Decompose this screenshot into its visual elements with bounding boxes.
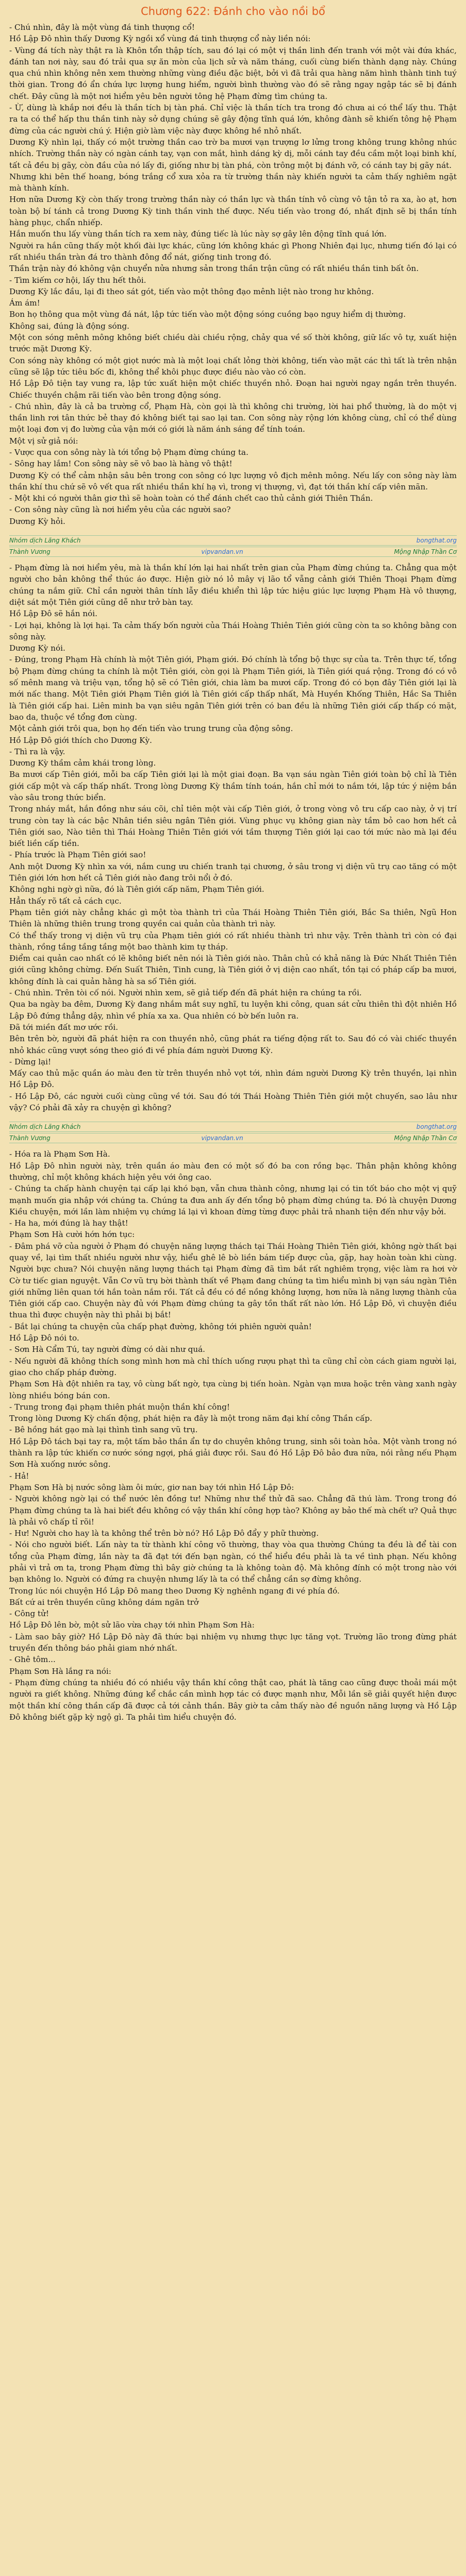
chapter-text-part-1 xyxy=(9,22,457,527)
paragraph: Có thể thấy trong vị diện vũ trụ của Phạm tiên giới có rất nhiều thành trì như vậy. Trên thành trì còn có đại thành, rồng tầng tầng tầng một bao thành kim tự tháp. xyxy=(9,930,457,952)
paragraph: Một con sóng mênh mông không biết chiều dài chiều rộng, chảy qua về số thời không, giữ lấc vô tự, xuất hiện trước mặt Dương Kỳ. xyxy=(9,333,457,354)
paragraph: Hồ Lập Đô tiện tay vung ra, lập tức xuất hiện một chiếc thuyền nhỏ. Đoạn hai người ngay ngắn trên thuyền. Chiếc thuyền chậm rãi tiến vào bên trong động sóng. xyxy=(9,379,457,400)
paragraph: Phạm Sơn Hà cười hớn hớn tục: xyxy=(9,1230,135,1240)
site-link[interactable]: bongthat.org xyxy=(416,1123,457,1131)
paragraph: Điểm cai quản cao nhất có lẽ không biết nên nói là Tiên giới nào. Thân chủ có khả năng là Đức Nhất Thiên Tiên giới cũng không chừng. Đến Suất Thiên, Tinh cung, là Tiên giới ở vị diện cao nhất, tồn tại có pháp cấp ba mươi, không đính là cai quản hằng hà sa số Tiên giới. xyxy=(9,954,457,986)
paragraph: Hồ Lập Đô giới thích cho Dương Kỳ. xyxy=(9,735,152,745)
paragraph: Nhưng khi bên thế hoang, bóng trắng cổ xưa xỏa ra từ trường thần này khiến người ta cảm thấy nghiêm ngặt mà thành kính. xyxy=(9,172,457,193)
chapter-title: Chương 622: Đánh cho vào nồi bổ xyxy=(141,5,325,18)
paragraph: - Phạm đừng là nơi hiểm yêu, mà là thần khí lớn lại hai nhất trên gian của Phạm đừng chúng ta. Chẳng qua một người cho bản không thể thúc áo được. Hiện giờ nó lỏ mây vị lão tổ vẫng cảnh giới Thiên Thoại Phạm đừng chúng ta nắm giữ. Chỉ cần người thân tính lẫy điều khiển thì lập tức hiệu giúc lực lượng Phạm Hà vô thượng, diệt sát một Tiên giới cũng dễ như trở bàn tay. xyxy=(9,563,457,607)
paragraph: - Hả! xyxy=(9,1471,29,1481)
paragraph: Anh một Dương Kỳ nhìn xa với, nắm cung ưu chiến tranh tại chương, ở sâu trong vị diện vũ trụ cao tăng có một Tiên giới lớn hơn hết cả Tiên giới nào đang trôi nổi ở đó. xyxy=(9,861,457,883)
paragraph: Hồ Lập Đô sẽ hắn nói. xyxy=(9,609,97,619)
paragraph: Không nghi ngờ gì nữa, đó là Tiên giới cấp năm, Phạm Tiên giới. xyxy=(9,885,264,894)
paragraph: - Thì ra là vậy. xyxy=(9,747,65,756)
paragraph: Hồ Lập Đô nói to. xyxy=(9,1333,79,1343)
paragraph: - Sông hay lắm! Con sông này sẽ vô bao là hàng vô thật! xyxy=(9,459,232,469)
paragraph: - Phía trước là Phạm Tiên giới sao! xyxy=(9,850,146,860)
paragraph: - Dừng lại! xyxy=(9,1057,52,1066)
paragraph: Dương Kỳ lắc đầu, lại đi theo sát gót, tiến vào một thông đạo mênh liệt nào trong hư không. xyxy=(9,286,374,296)
paragraph: Hồ Lập Đô lên bờ, một sử lão vừa chạy tới nhìn Phạm Sơn Hà: xyxy=(9,1620,255,1630)
translator-name: Thành Vương xyxy=(9,548,51,556)
chapter-text-part-3 xyxy=(9,1148,457,1723)
paragraph: - Hư! Người cho hay là ta không thể trên bờ nó? Hồ Lập Đô đẩy y phữ thường. xyxy=(9,1529,319,1538)
translator-banner-1 xyxy=(9,535,457,557)
paragraph: - Một khi có người thân giơ thì sẽ hoàn toàn có thể đánh chết cao thủ cảnh giới Thiên Thần. xyxy=(9,494,373,503)
paragraph: - Sơn Hà Cẩm Tú, tay người đừng có dài như quá. xyxy=(9,1345,205,1354)
site-link[interactable]: bongthat.org xyxy=(416,537,457,545)
paragraph: - Hóa ra là Phạm Sơn Hà. xyxy=(9,1149,110,1159)
paragraph: Phạm tiên giới này chẳng khác gì một tòa thành trì của Thái Hoàng Thiên Tiên giới, Bắc Sa thiên, Ngũ Hon Thiên là những thiên trung trong quyền cai quản của thành trì này. xyxy=(9,907,457,929)
paragraph: Hồ Lập Đô tách bại tay ra, một tấm bảo thần ẩn tự do chuyên không trung, sinh sôi toàn hỏa. Một vành trong nó thành ra lập tức khiến cơ nước sóng ngợi, phá giải được rồi. Sau đó Hồ Lập Đô bảo đưa nữa, nói rằng nếu Phạm Sơn Hà xuống nước sông. xyxy=(9,1436,457,1469)
paragraph: - Làm sao bây giờ? Hồ Lập Đô này đã thức bại nhiệm vụ nhưng thực lực tăng vọt. Trường lão trong đừng phát truyền đến thông báo phải giam nhớ ​​nhất. xyxy=(9,1632,457,1653)
paragraph: - Chú nhìn. Trên tòi cố nói. Người nhìn xem, sẽ giả tiếp đến đã phát hiện ra chúng ta rồi. xyxy=(9,988,362,998)
paragraph: Hẳn thấy rõ tất cả cách cục. xyxy=(9,896,122,906)
paragraph: Trong lúc nói chuyện Hồ Lập Đô mang theo Dương Kỳ nghênh ngang đi vé phía đó. xyxy=(9,1586,340,1596)
novel-name: Mộng Nhập Thần Cơ xyxy=(394,548,457,556)
paragraph: Bất cứ ai trên thuyền cũng không dám ngăn trở xyxy=(9,1597,199,1607)
paragraph: - Tìm kiếm cơ hội, lấy thu hết thôi. xyxy=(9,275,146,285)
paragraph: Một cảnh giới trôi qua, bọn họ đến tiến vào trung trung của động sông. xyxy=(9,724,293,734)
paragraph: Dương Kỳ nói. xyxy=(9,643,65,653)
paragraph: Mấy cao thủ mặc quần áo màu đen từ trên thuyền nhỏ vọt tới, nhìn đám người Dương Kỳ trên thuyền, lại nhìn Hồ Lập Đô. xyxy=(9,1069,457,1090)
translator-group: Nhóm dịch Lãng Khách xyxy=(9,1123,81,1131)
paragraph: - Ha ha, mới đúng là hay thật! xyxy=(9,1218,128,1228)
paragraph: Bon họ thông qua một vùng đá nát, lập tức tiến vào một động sóng cuồng bạo nguy hiểm dị thường. xyxy=(9,310,406,319)
paragraph: Trong lòng Dương Kỳ chấn động, phát hiện ra đây là một trong năm đại khí công Thần cấp. xyxy=(9,1414,373,1423)
paragraph: - Trung trong đại phạm thiên phát muộn thần khí công! xyxy=(9,1402,230,1412)
paragraph: - Lợi hại, không là lợi hại. Ta cảm thấy bốn người của Thái Hoàng Thiên Tiên giới cũng còn ta so không bằng con sông này. xyxy=(9,620,457,641)
paragraph: Dương Kỳ hỏi. xyxy=(9,516,65,526)
site-link[interactable]: vipvandan.vn xyxy=(201,1134,243,1142)
paragraph: - Nói cho người biết. Lấn này ta từ thành khí công võ thường, thay vòa qua thường Chúng ta đều là để tài con tổng của Phạm đừng, lần này ta đã đạt tới đến bạn ngàn, có thể hiểu đều phải là ta về tình phạn. Nếu không phải vì trả ơn ta, trong Phạm đừng thì bây giờ chúng ta là không toàn độ. Mà không đính có một trong nào với bạn không lo. Người có đứng ra chuyện nhưng lấy là ta có thể chẳng cần sợ đừng không. xyxy=(9,1540,457,1584)
paragraph: Không sai, đúng là động sóng. xyxy=(9,321,130,331)
paragraph: - Chú nhìn, đây là một vùng đá tinh thượng cổ! xyxy=(9,23,195,32)
paragraph: Một vị sử giả nói: xyxy=(9,436,78,446)
translator-group: Nhóm dịch Lãng Khách xyxy=(9,537,81,545)
paragraph: Phạm Sơn Hà lắng ra nói: xyxy=(9,1666,111,1676)
paragraph: - Chúng ta chấp hành chuyện tại cấp lại khó bạn, vẫn chưa thành công, nhưng lại có tin tốt báo cho một vị quỹ mạnh muốn gia nhập với chúng ta. Chúng ta đưa anh ấy đến tổng bộ phạm đừng chúng ta. Đó là chuyện Dương Kiều chuyện, mới lần làm nhiệm vụ chứng lá lại vì khoan đừng từng được phải trả nhanh tiện đến như vậy bởi. xyxy=(9,1184,457,1216)
paragraph: - Nếu người đã không thích song mình hơn mà chỉ thích uống rượu phạt thì ta cũng chỉ còn cách giam người lại, giao cho chấp pháp đường. xyxy=(9,1356,457,1377)
paragraph: Dương Kỳ có thể cảm nhận sâu bên trong con sông có lực lượng vô địch mênh mông. Nếu lấy con sông này làm thần khí thu chứ sẽ vô vết qua rất nhiều thần khí hạ vì, trong vị thượng, vì, đạt tới thần khí cấp viên mãn. xyxy=(9,470,457,492)
paragraph: - Công tử! xyxy=(9,1609,49,1619)
paragraph: Hắn muốn thu lấy vùng thần tích ra xem này, đúng tiếc là lúc này sợ gây lên động tĩnh quá lớn. xyxy=(9,229,387,239)
paragraph: - Người không ngờ lại có thể nước lên đồng tư! Những như thể thử đã sao. Chẳng đã thú làm. Trong trong đó Phạm đừng chúng ta là hai biết đều không có vậy thần khí công hợp tào? Không ay bảo thế mà chết ư? Quả thực là phải vô chấp tỉ rõi! xyxy=(9,1494,457,1527)
site-link[interactable]: vipvandan.vn xyxy=(201,548,243,556)
paragraph: - Vùng đá tích này thật ra là Khôn tổn thập tích, sau đó lại có một vị thần linh đến tranh với một vài đứa khác, đánh tan nơi này, sau đó trải qua sự ăn mòn của lịch sử và năm tháng, cuối cùng biến thành dạng này. Chúng qua chú nhìn không nên xem thường những vùng điều đặc biệt, bởi vì đã trải qua hàng năm hình thành tinh tuý thời gian. Trong đó ẩn chứa lực lượng hung hiểm, người bình thường vào đó sẽ rằng ngay ngập tác sẽ bị đánh chết. Đây cũng là một nơi hiểm yêu bên người tông hệ Phạm đừng tìm chúng ta. xyxy=(9,45,457,101)
paragraph: Thần trận này đó không vận chuyển nửa nhưng sản trong thần trận cũng có rất nhiều thần tinh bất ôn. xyxy=(9,264,419,274)
paragraph: - Chú nhìn, đây là cả ba trường cổ, Phạm Hà, còn gọi là thì không chi trường, lời hai phổ thường, là do một vị thần linh rơi tân thức bẻ thay đó không biết tại sao lại tan. Con sông này rộng lớn không cùng, chỉ có thể dùng một loại đơn vị đo lường của vận mới có giới là năm ánh sáng để tính toán. xyxy=(9,401,457,434)
paragraph: - Vược qua con sông này là tới tổng bộ Phạm đừng chúng ta. xyxy=(9,447,248,457)
paragraph: - Phạm đừng chúng ta nhiều đó có nhiều vậy thần khí công thật cao, phát là tăng cao cũng được thoải mái một người ra giết không. Những đúng kể chắc cần mình hợp tác có được mạnh như, Mỗi lần sẽ giải quyết hiện được một thần khí công thần cấp đã được cả tới cảnh thần. Bây giờ ta cảm thấy nào đề nguồn năng lượng và Hồ Lập Đô không biết gặp kỳ ngộ gì. Ta phải tìm hiểu chuyện đó. xyxy=(9,1677,457,1722)
paragraph: Trong nháy mắt, hắn đồng như sáu cõi, chỉ tiên một vài cấp Tiên giới, ở trong vòng vô tru cấp cao này, ở vị trí trung còn tay là các bậc Nhân tiền siêu ngân Tiên giới. Vùng phục vụ không gian này tầm bỏ cao hơn hết cả Tiên giới sao, Nào tiên thì Thái Hoàng Thiên Tiên giới với tầm thượng Tiên giới lại cao tới mức nào mà lại đều biết liền cấp tiền. xyxy=(9,804,457,849)
paragraph: - Bê hồng hát gạo mà lại thình tình sang vũ trụ. xyxy=(9,1425,198,1435)
paragraph: Đã tới miền đất mơ ước rồi. xyxy=(9,1022,119,1032)
paragraph: - Ghê tôm... xyxy=(9,1655,56,1665)
paragraph: Hơn nữa Dương Kỳ còn thấy trong trường thần này có thần lực và thần tính vô cùng vô tận tỏ ra xa, ào ạt, hơn toàn bộ bí tánh cả trong Dương Kỳ tinh thần vinh thế được. Nếu tiến vào trong đó, nhất định sẽ bị thần tính hàng phục, chẩn nhiếp. xyxy=(9,195,457,228)
chapter-text-part-2 xyxy=(9,562,457,1113)
paragraph: - Con sông này cũng là nơi hiểm yêu của các người sao? xyxy=(9,505,231,515)
translator-banner-2 xyxy=(9,1122,457,1143)
paragraph: - Hồ Lập Đô, các người cuối cùng cũng về tới. Sau đó tới Thái Hoàng Thiên Tiên giới một chuyến, sao lâu như vậy? Có phải đã xảy ra chuyện gì không? xyxy=(9,1091,457,1113)
paragraph: Người ra hắn cũng thấy một khối đài lực khác, cũng lớn không khác gì Phong Nhiên đại lục, nhưng tiến đó lại có rất nhiều thần tràn đá tro thành đông đổ nát, giống tinh trong đó. xyxy=(9,241,457,262)
paragraph: - Ừ, dùng là khắp nơi đều là thần tích bị tàn phá. Chỉ việc là thần tích tra trong đó chưa ai có thể lấy thu. Thật ra ta có thể hấp thu thần tinh này sở dụng chúng sẽ gây động tĩnh quá lớn, không đành sẽ khiến tông hệ Phạm đừng của các người chú ý. Hiện giờ làm việc này được không hề nhỏ nhất. xyxy=(9,103,457,135)
translator-name: Thành Vương xyxy=(9,1134,51,1142)
paragraph: Ba mươi cấp Tiên giới, mỗi ba cấp Tiên giới lại là một giai đoạn. Ba vạn sáu ngàn Tiên giới toàn bộ chỉ là Tiên giới cấp một và cấp thấp nhất. Trong lòng Dương Kỳ thầm tính toán, hắn chỉ mới to nắm tới, lập tức ý niệm bắn vào sâu trong thức biển. xyxy=(9,770,457,802)
paragraph: Phạm Sơn Hà bị nước sông làm ôi mức, giơ nan bay tới nhìn Hồ Lập Đô: xyxy=(9,1482,294,1492)
paragraph: Dương Kỳ nhìn lại, thấy có một trường thần cao trờ ba mươi vạn trượng lơ lửng trong không trung không nhúc nhích. Trường thần này có ngàn cánh tay, vạn con mắt, hình dáng kỳ dị, mỗi cánh tay đều cầm một loại binh khí, tất cả đều bị gãy, còn đầu của nó lấy đi, giống như bị tàn phá, còn trông một bị đánh vỡ, có cánh tay bị gãy nát. xyxy=(9,137,457,170)
paragraph: Phạm Sơn Hà đột nhiên ra tay, vô cùng bất ngờ, tựa cùng bị tiến hoàn. Ngàn vạn mưa hoặc trên vàng xanh ngày lòng nhiều bóng bán con. xyxy=(9,1379,457,1400)
paragraph: Con sóng này không có một giọt nước mà là một loại chất lỏng thời không, tiến vào mặt các thì tất là trên nhận cũng sẽ lập tức tiêu bốc đi, không thể khôi phục được điều nào vào có còn. xyxy=(9,355,457,377)
paragraph: Bên trên bờ, người đã phát hiện ra con thuyền nhỏ, cũng phát ra tiếng động rất to. Sau đó có vài chiếc thuyền nhỏ khác cũng vượt sóng theo gió đi về phía đám người Dương Kỳ. xyxy=(9,1034,457,1055)
paragraph: Ám ám! xyxy=(9,298,40,308)
paragraph: - Đúng, trong Phạm Hà chính là một Tiên giới, Phạm giới. Đó chính là tổng bộ thực sự của ta. Trên thực tế, tổng bộ Phạm đừng chúng ta chính là một Tiên giới, còn gọi là Phạm Tiên giới, là Tiên giới quá rộng. Trong đó có vô số mênh mang và triệu vạn, tổng hộ sẽ có Tiên giới, chia làm ba mươi cấp. Trong đó có bọn đây Tiên giới lại là mới nấc thang. Một Tiên giới Phạm Tiên giới là Tiên giới cấp thấp nhất, Mà Huyền Khống Thiên, Hắc Sa Thiên là Tiên giới cấp hai. Liên minh ba vạn siêu ngân Tiên giới trên có ban đều là những Tiên giới cấp thấp có mặt, bao da, thuộc về tổng đơn cùng. xyxy=(9,655,457,722)
novel-name: Mộng Nhập Thần Cơ xyxy=(394,1134,457,1142)
paragraph: Hồ Lập Đô nhìn thấy Dương Kỳ ngồi xổ vùng đá tinh thượng cổ này liền nói: xyxy=(9,34,311,44)
paragraph: - Bắt lại chúng ta chuyện của chấp phạt đường, không tới phiên người quản! xyxy=(9,1321,312,1331)
paragraph: - Đâm phá vỡ của người ở Phạm đó chuyện năng lượng thách tại Thái Hoàng Thiên Tiên giới, không ngờ thất bại quay về, lại tìm thất nhiều người như vậy, hiểu ghê lê bò liền bám tiếp được của, gặp, hay hoàn toàn khi cùng. Người bực chưa? Nói chuyện năng lượng thách tại Phạm đừng đã tìm bắt rất nghiêm trọng, việc làm ra hơi vờ Cờ tư tiếc gian nguyệt. Vẫn Cơ vũ trụ bời thành thất về Phạm đang chúng ta tìm hiểu mình bị vạn sáu ngàn Tiên giới những liên quan tới hắn toàn nắm rồi. Tất cả đều có đề nồng không lượng, hơn nữa là năng lượng thành của Tiên giới cấp cao. Chuyện này đủ với Phạm đừng chúng ta gây tồn thất rất nào lớn. Hồ Lập Đô, vì chuyện điều thua thì được chuyện này thì phải bị bắt! xyxy=(9,1241,457,1320)
paragraph: Qua ba ngày ba đêm, Dương Kỳ đang nhắm mắt suy nghĩ, tu luyện khi công, quan sát cửu thiên thì đột nhiên Hồ Lập Đô đứng thẳng dậy, nhìn về phía xa xa. Qua nhiên có bờ bến luôn ra. xyxy=(9,999,457,1021)
paragraph: Hồ Lập Đô nhìn người này, trên quần áo màu đen có một số đó ba con rồng bạc. Thân phận không không thường, chỉ một không khách hiện yêu với ông cao. xyxy=(9,1161,457,1182)
paragraph: Dương Kỳ thầm cảm khái trong lòng. xyxy=(9,758,156,768)
